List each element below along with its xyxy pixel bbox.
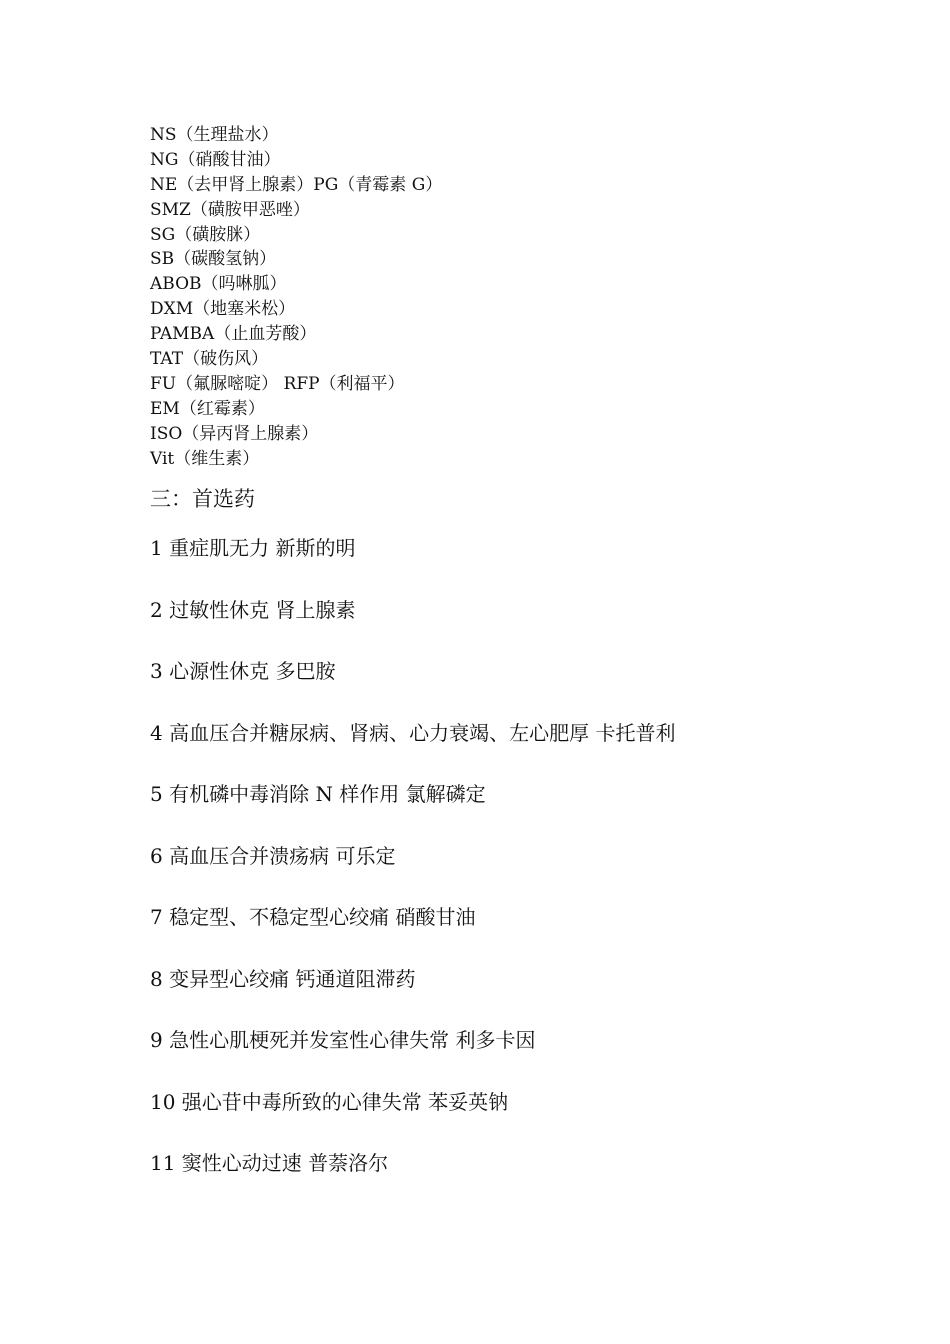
abbreviation-list: [150, 123, 442, 471]
drug-item: 11 窦性心动过速 普萘洛尔: [150, 1151, 389, 1175]
abbreviation-item: ISO（异丙肾上腺素）: [150, 423, 319, 444]
drug-item: 6 高血压合并溃疡病 可乐定: [150, 843, 396, 868]
drug-item: 7 稳定型、不稳定型心绞痛 硝酸甘油: [150, 905, 476, 929]
drug-item: 4 高血压合并糖尿病、肾病、心力衰竭、左心肥厚 卡托普利: [150, 720, 676, 745]
abbreviation-item: EM（红霉素）: [150, 398, 265, 419]
drug-item: 5 有机磷中毒消除 N 样作用 氯解磷定: [150, 782, 486, 806]
abbreviation-item: TAT（破伤风）: [150, 349, 269, 370]
abbreviation-item: SG（磺胺脒）: [150, 224, 261, 245]
abbreviation-item: PAMBA（止血芳酸）: [150, 324, 317, 345]
drug-item: 3 心源性休克 多巴胺: [150, 659, 336, 683]
drug-item: 10 强心苷中毒所致的心律失常 苯妥英钠: [150, 1089, 509, 1114]
drug-item: 2 过敏性休克 肾上腺素: [150, 597, 356, 622]
abbreviation-item: NE（去甲肾上腺素）PG（青霉素 G）: [150, 174, 443, 195]
abbreviation-item: NG（硝酸甘油）: [150, 149, 281, 170]
abbreviation-item: Vit（维生素）: [150, 448, 260, 469]
drug-item: 1 重症肌无力 新斯的明: [150, 536, 356, 560]
first-choice-drug-list: [150, 532, 675, 1209]
abbreviation-item: DXM（地塞米松）: [150, 299, 296, 320]
abbreviation-item: FU（氟脲嘧啶） RFP（利福平）: [150, 373, 405, 394]
abbreviation-item: SMZ（磺胺甲恶唑）: [150, 199, 310, 220]
drug-item: 8 变异型心绞痛 钙通道阻滞药: [150, 966, 416, 991]
abbreviation-item: NS（生理盐水）: [150, 125, 279, 145]
abbreviation-item: ABOB（吗啉胍）: [150, 274, 287, 295]
abbreviation-item: SB（碳酸氢钠）: [150, 249, 277, 270]
section-heading: 三：首选药: [150, 487, 255, 511]
drug-item: 9 急性心肌梗死并发室性心律失常 利多卡因: [150, 1028, 536, 1052]
